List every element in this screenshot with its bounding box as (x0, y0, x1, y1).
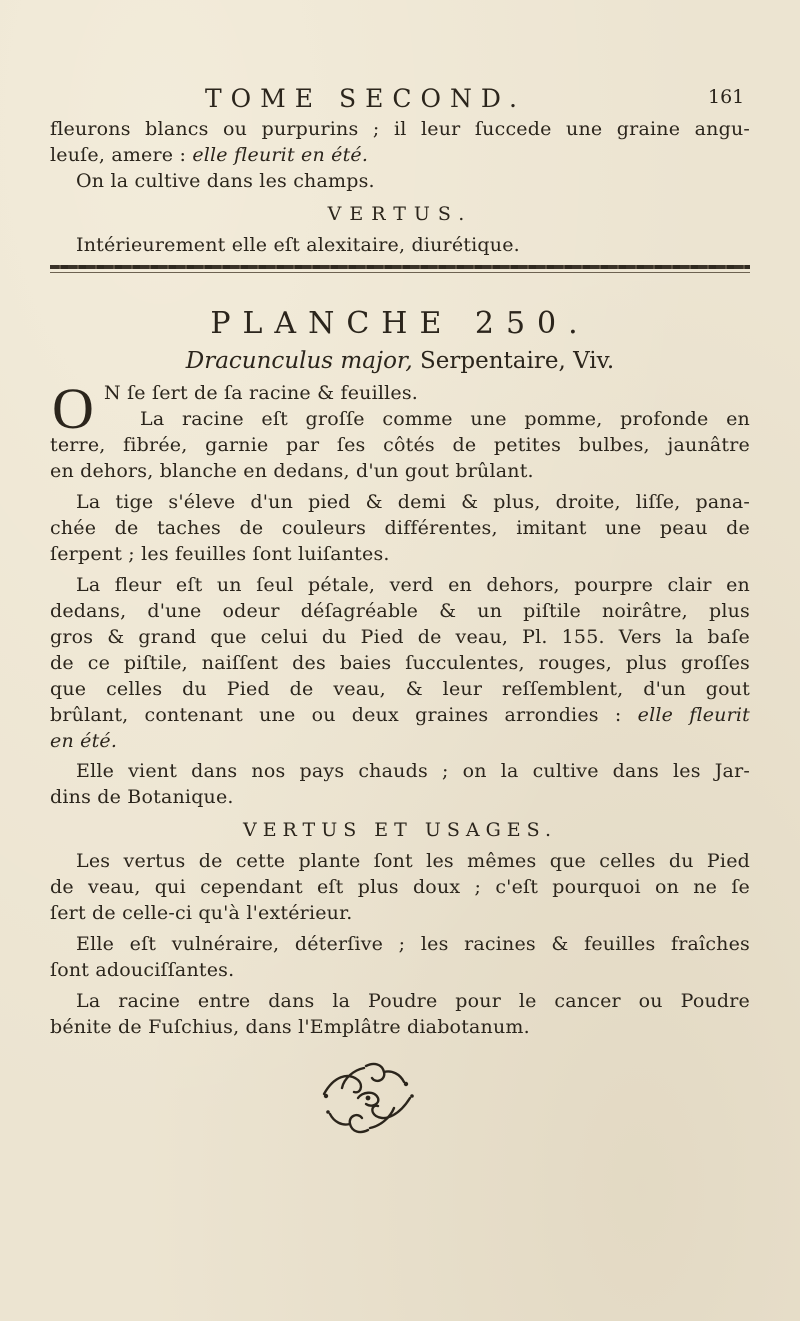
body-line-6: chée de taches de couleurs différentes, imitant une peau de (50, 517, 750, 539)
body-line-1: N ſe ſert de ſa racine & feuilles. (104, 382, 419, 404)
common-names: Serpentaire, Viv. (412, 348, 615, 374)
section-heading-usages: VERTUS ET USAGES. (242, 819, 558, 841)
vertus-text: Intérieurement elle eſt alexitaire, diurétique. (76, 234, 520, 256)
body-line-7: ſerpent ; les feuilles ſont luiſantes. (50, 543, 390, 565)
body-line-13-italic: elle fleurit (637, 704, 750, 726)
body-line-4: en dehors, blanche en dedans, d'un gout brûlant. (50, 460, 534, 482)
section-heading-vertus: VERTUS. (327, 203, 473, 225)
drop-cap: O (52, 376, 94, 441)
floral-tailpiece-icon (314, 1058, 424, 1136)
horizontal-rule-thin (50, 272, 750, 273)
horizontal-rule (50, 265, 750, 269)
bloom-note: elle fleurit en été. (192, 144, 369, 166)
continuation-line-2-text: leuſe, amere : (50, 144, 193, 166)
page-number: 161 (708, 86, 745, 108)
body-line-13-text: brûlant, contenant une ou deux graines arrondies : (50, 704, 638, 726)
body-line-5: La tige s'éleve d'un pied & demi & plus, droite, liſſe, pana- (76, 491, 750, 513)
usages-line-1: Les vertus de cette plante ſont les mêmes que celles du Pied (76, 850, 750, 872)
body-line-16: dins de Botanique. (50, 786, 234, 808)
usages-line-3: ſert de celle-ci qu'à l'extérieur. (50, 902, 353, 924)
continuation-line-2 (50, 142, 750, 168)
body-line-14-italic: en été. (50, 730, 118, 752)
body-line-11: de ce piſtile, naiſſent des baies ſucculentes, rouges, plus groſſes (50, 652, 750, 674)
body-line-10: gros & grand que celui du Pied de veau, Pl. 155. Vers la baſe (50, 626, 750, 648)
plate-subtitle (0, 348, 800, 374)
plate-title: PLANCHE 250. (210, 306, 590, 341)
body-line-9: dedans, d'une odeur déſagréable & un piſtile noirâtre, plus (50, 600, 750, 622)
body-line-2: La racine eſt groſſe comme une pomme, profonde en (140, 408, 750, 430)
usages-line-7: bénite de Fuſchius, dans l'Emplâtre diabotanum. (50, 1016, 530, 1038)
body-line-8: La fleur eſt un ſeul pétale, verd en dehors, pourpre clair en (76, 574, 750, 596)
usages-line-6: La racine entre dans la Poudre pour le cancer ou Poudre (76, 990, 750, 1012)
body-line-15: Elle vient dans nos pays chauds ; on la cultive dans les Jar- (76, 760, 750, 782)
usages-line-2: de veau, qui cependant eſt plus doux ; c'eſt pourquoi on ne ſe (50, 876, 750, 898)
usages-line-5: ſont adouciſſantes. (50, 959, 235, 981)
usages-line-4: Elle eſt vulnéraire, déterſive ; les racines & feuilles fraîches (76, 933, 750, 955)
body-line-13 (50, 702, 750, 728)
body-line-3: terre, fibrée, garnie par ſes côtés de petites bulbes, jaunâtre (50, 434, 750, 456)
running-head: TOME SECOND. (205, 84, 526, 113)
continuation-line-1: fleurons blancs ou purpurins ; il leur ſuccede une graine angu- (50, 118, 750, 140)
latin-name: Dracunculus major, (185, 348, 413, 374)
continuation-line-3: On la cultive dans les champs. (76, 170, 375, 192)
body-line-12: que celles du Pied de veau, & leur reſſemblent, d'un gout (50, 678, 750, 700)
